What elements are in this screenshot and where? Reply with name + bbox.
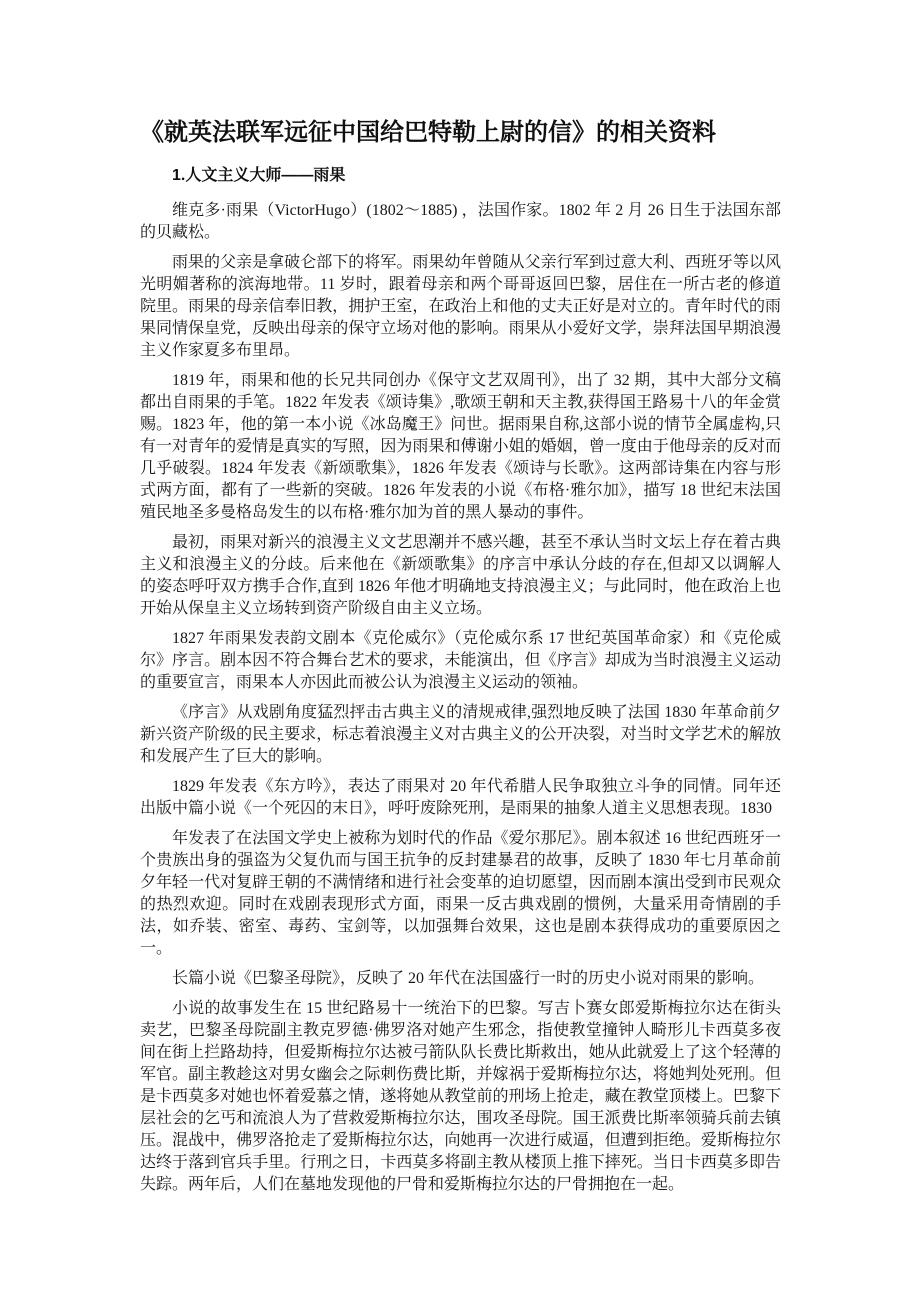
paragraph-family: 雨果的父亲是拿破仑部下的将军。雨果幼年曾随从父亲行军到过意大利、西班牙等以风光明媚著称的滨海地带。11 岁时，跟着母亲和两个哥哥返回巴黎，居住在一所古老的修道院里。雨果的母亲信奉旧教，拥护王室，在政治上和他的丈夫正好是对立的。青年时代的雨果同情保皇党，反映出母亲的保守立场对他的影响。雨果从小爱好文学，崇拜法国早期浪漫主义作家夏多布里昂。: [140, 254, 781, 359]
body-text: [140, 200, 781, 1196]
section-heading: 1.人文主义大师——雨果: [172, 167, 346, 184]
paragraph-hernani: 年发表了在法国文学史上被称为划时代的作品《爱尔那尼》。剧本叙述 16 世纪西班牙一个贵族出身的强盗为父复仇而与国王抗争的反封建暴君的故事，反映了 1830 年七月革命前夕年轻一代对复辟王朝的不满情绪和进行社会变革的迫切愿望，因而剧本演出受到市民观众的热烈欢迎。同时在戏剧表现形式方面，雨果一反古典戏剧的惯例，大量采用奇情剧的手法，如乔装、密室、毒药、宝剑等，以加强舞台效果，这也是剧本获得成功的重要原因之一。: [140, 830, 781, 957]
paragraph-intro: 维克多·雨果（VictorHugo）(1802～1885) ，法国作家。1802 年 2 月 26 日生于法国东部的贝藏松。: [140, 202, 781, 241]
paragraph-1829-works: 1829 年发表《东方吟》，表达了雨果对 20 年代希腊人民争取独立斗争的同情。同年还出版中篇小说《一个死囚的末日》，呼吁废除死刑，是雨果的抽象人道主义思想表现。1830: [140, 778, 781, 817]
paragraph-cromwell: 1827 年雨果发表韵文剧本《克伦威尔》（克伦威尔系 17 世纪英国革命家）和《克伦威尔》序言。剧本因不符合舞台艺术的要求，未能演出，但《序言》却成为当时浪漫主义运动的重要宣言，雨果本人亦因此而被公认为浪漫主义运动的领袖。: [140, 630, 781, 691]
paragraph-preface: 《序言》从戏剧角度猛烈抨击古典主义的清规戒律,强烈地反映了法国 1830 年革命前夕新兴资产阶级的民主要求，标志着浪漫主义对古典主义的公开决裂，对当时文学艺术的解放和发展产生了巨大的影响。: [140, 704, 781, 765]
paragraph-story: 小说的故事发生在 15 世纪路易十一统治下的巴黎。写吉卜赛女郎爱斯梅拉尔达在街头卖艺，巴黎圣母院副主教克罗德·佛罗洛对她产生邪念，指使教堂撞钟人畸形儿卡西莫多夜间在街上拦路劫持，但爱斯梅拉尔达被弓箭队队长费比斯救出，她从此就爱上了这个轻薄的军官。副主教趁这对男女幽会之际刺伤费比斯，并嫁祸于爱斯梅拉尔达，将她判处死刑。但是卡西莫多对她也怀着爱慕之情，遂将她从教堂前的刑场上抢走，藏在教堂顶楼上。巴黎下层社会的乞丐和流浪人为了营救爱斯梅拉尔达，围攻圣母院。国王派费比斯率领骑兵前去镇压。混战中，佛罗洛抢走了爱斯梅拉尔达，向她再一次进行威逼，但遭到拒绝。爱斯梅拉尔达终于落到官兵手里。行刑之日，卡西莫多将副主教从楼顶上推下摔死。当日卡西莫多即告失踪。两年后，人们在墓地发现他的尸骨和爱斯梅拉尔达的尸骨拥抱在一起。: [140, 1000, 781, 1193]
document-title: 《就英法联军远征中国给巴特勒上尉的信》的相关资料: [140, 119, 716, 146]
document-content: [140, 118, 781, 1196]
paragraph-notre-dame: 长篇小说《巴黎圣母院》，反映了 20 年代在法国盛行一时的历史小说对雨果的影响。: [172, 970, 765, 987]
paragraph-romanticism: 最初，雨果对新兴的浪漫主义文艺思潮并不感兴趣，甚至不承认当时文坛上存在着古典主义和浪漫主义的分歧。后来他在《新颂歌集》的序言中承认分歧的存在,但却又以调解人的姿态呼吁双方携手合作,直到 1826 年他才明确地支持浪漫主义；与此同时，他在政治上也开始从保皇主义立场转到资产阶级自由主义立场。: [140, 534, 781, 617]
paragraph-early-works: 1819 年，雨果和他的长兄共同创办《保守文艺双周刊》，出了 32 期，其中大部分文稿都出自雨果的手笔。1822 年发表《颂诗集》,歌颂王朝和天主教,获得国王路易十八的年金赏赐。1823 年，他的第一本小说《冰岛魔王》问世。据雨果自称,这部小说的情节全属虚构,只有一对青年的爱情是真实的写照，因为雨果和傅谢小姐的婚姻，曾一度由于他母亲的反对而几乎破裂。1824 年发表《新颂歌集》，1826 年发表《颂诗与长歌》。这两部诗集在内容与形式两方面，都有了一些新的突破。1826 年发表的小说《布格·雅尔加》，描写 18 世纪末法国殖民地圣多曼格岛发生的以布格·雅尔加为首的黑人暴动的事件。: [140, 372, 781, 521]
